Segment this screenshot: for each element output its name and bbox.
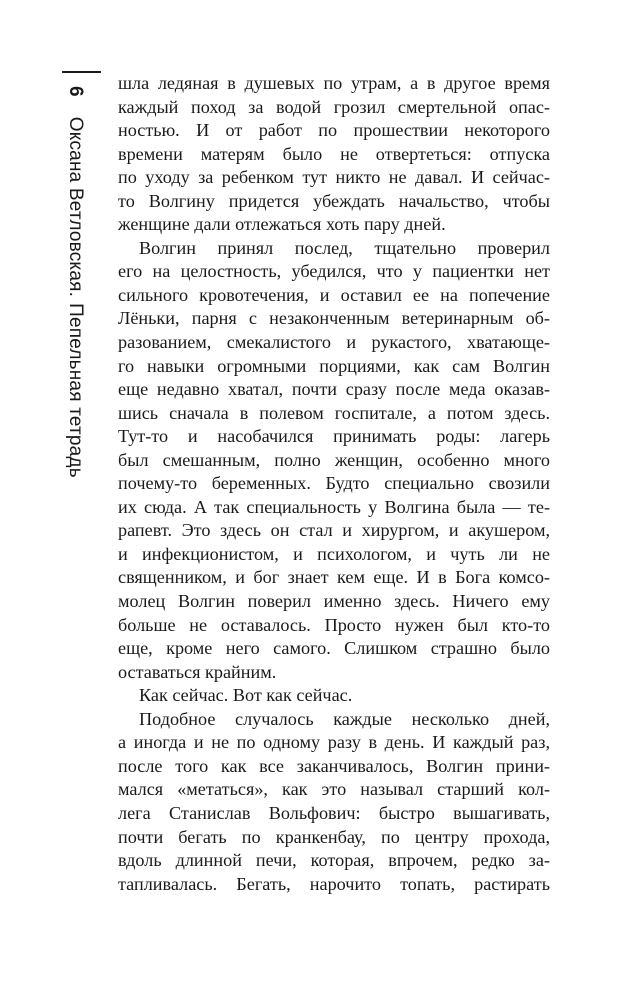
text-line: рапевт. Это здесь он стал и хирургом, и акушером, (118, 520, 550, 541)
text-line: вдоль длинной печи, которая, впрочем, редко за- (118, 850, 550, 871)
header-book-title: Пепельная тетрадь (65, 303, 86, 478)
running-header (64, 86, 86, 478)
text-line: Подобное случалось каждые несколько дней, (139, 708, 550, 729)
text-line: шла ледяная в душевых по утрам, а в другое время (118, 73, 550, 93)
text-line: и инфекционистом, и психологом, и чуть ли не (118, 543, 550, 564)
text-line: почти бегать по кранкенбау, по центру прохода, (118, 826, 550, 847)
text-line: их сюда. А так специальность у Волгина была — те- (118, 496, 550, 517)
text-line: еще недавно хватал, почти сразу после меда оказав- (118, 379, 550, 400)
text-line: почему-то беременных. Будто специально свозили (118, 473, 550, 494)
header-author: Оксана Ветловская. (65, 116, 86, 298)
text-line: по уходу за ребенком тут никто не давал. И сейчас- (118, 167, 550, 188)
text-line: тапливалась. Бегать, нарочито топать, растирать (118, 873, 550, 894)
text-line: шись сначала в полевом госпитале, а потом здесь. (118, 402, 550, 423)
text-line: молец Волгин поверил именно здесь. Ничего ему (118, 591, 550, 612)
paragraph (118, 684, 550, 708)
text-line: оставаться крайним. (118, 661, 277, 682)
paragraph (118, 237, 550, 684)
text-line: женщине дали отлежаться хоть пару дней. (118, 214, 446, 235)
page-number: 6 (65, 86, 86, 97)
text-line: то Волгину придется убеждать начальство, чтобы (118, 190, 550, 211)
text-line: еще, кроме него самого. Слишком страшно было (118, 638, 550, 659)
text-line: Лёньки, парня с незаконченным ветеринарным об- (118, 308, 550, 329)
paragraph (118, 72, 550, 237)
text-line: был смешанным, полно женщин, особенно много (118, 449, 550, 470)
text-line: го навыки огромными порциями, как сам Волгин (118, 355, 550, 376)
text-line: Как сейчас. Вот как сейчас. (139, 685, 353, 706)
text-line: Волгин принял послед, тщательно проверил (139, 237, 550, 258)
text-line: разованием, смекалистого и рукастого, хватающе- (118, 332, 550, 353)
text-line: сильного кровотечения, и оставил ее на попечение (118, 284, 550, 305)
text-line: его на целостность, убедился, что у пациентки нет (118, 261, 550, 282)
text-line: после того как все заканчивалось, Волгин прини- (118, 755, 550, 776)
text-line: священником, и бог знает кем еще. И в Бога комсо- (118, 567, 550, 588)
text-line: мался «метаться», как это называл старший кол- (118, 779, 550, 800)
text-line: каждый поход за водой грозил смертельной опас- (118, 96, 550, 117)
text-line: времени матерям было не отвертеться: отпуска (118, 143, 550, 164)
text-line: лега Станислав Вольфович: быстро вышагивать, (118, 802, 550, 823)
paragraph (118, 708, 550, 896)
text-line: Тут-то и насобачился принимать роды: лагерь (118, 426, 550, 447)
header-rule (62, 71, 101, 73)
text-line: больше не оставалось. Просто нужен был кто-то (118, 614, 550, 635)
text-line: ностью. И от работ по прошествии некоторого (118, 120, 550, 141)
text-line: а иногда и не по одному разу в день. И каждый раз, (118, 732, 550, 753)
body-text (118, 72, 550, 896)
